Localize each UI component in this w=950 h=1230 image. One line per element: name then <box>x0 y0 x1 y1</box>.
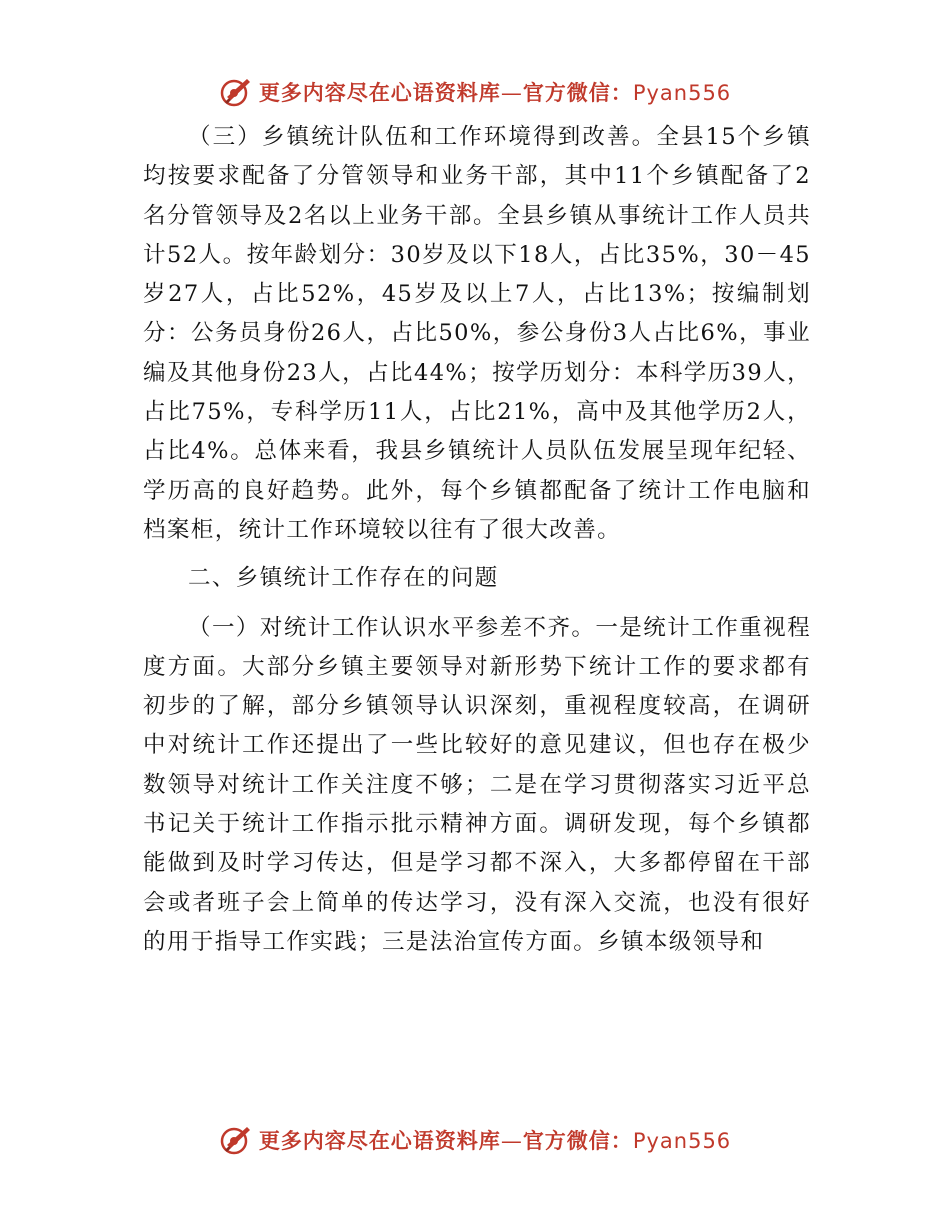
banner-tail-text: 官方微信： <box>522 81 633 105</box>
banner-wechat-id: Pyan556 <box>632 81 732 105</box>
paragraph-awareness-issues: （一）对统计工作认识水平参差不齐。一是统计工作重视程度方面。大部分乡镇主要领导对新形势下统计工作的要求都有初步的了解，部分乡镇领导认识深刻，重视程度较高，在调研中对统计工作还提出了一些比较好的意见建议，但也存在极少数领导对统计工作关注度不够；二是在学习贯彻落实习近平总书记关于统计工作指示批示精神方面。调研发现，每个乡镇都能做到及时学习传达，但是学习都不深入，大多都停留在干部会或者班子会上简单的传达学习，没有深入交流，也没有很好的用于指导工作实践；三是法治宣传方面。乡镇本级领导和 <box>143 614 811 955</box>
banner-wechat-id: Pyan556 <box>632 1129 732 1153</box>
header-watermark-banner <box>0 72 950 112</box>
banner-dash: — <box>500 1129 523 1153</box>
document-body <box>143 118 811 962</box>
paragraph-team-environment: （三）乡镇统计队伍和工作环境得到改善。全县15个乡镇均按要求配备了分管领导和业务干部，其中11个乡镇配备了2名分管领导及2名以上业务干部。全县乡镇从事统计工作人员共计52人。按年龄划分：30岁及以下18人，占比35%，30－45岁27人，占比52%，45岁及以上7人，占比13%；按编制划分：公务员身份26人，占比50%，参公身份3人占比6%，事业编及其他身份23人，占比44%；按学历划分：本科学历39人，占比75%，专科学历11人，占比21%，高中及其他学历2人，占比4%。总体来看，我县乡镇统计人员队伍发展呈现年纪轻、学历高的良好趋势。此外，每个乡镇都配备了统计工作电脑和档案柜，统计工作环境较以往有了很大改善。 <box>143 124 811 543</box>
banner-lead-text: 更多内容尽在心语资料库 <box>258 81 501 105</box>
banner-lead-text: 更多内容尽在心语资料库 <box>258 1129 501 1153</box>
quill-pen-logo-icon <box>219 75 253 109</box>
quill-pen-logo-icon <box>219 1123 253 1157</box>
banner-tail-text: 官方微信： <box>522 1129 633 1153</box>
header-watermark-text <box>259 77 731 107</box>
footer-watermark-banner <box>0 1120 950 1160</box>
section-heading-problems: 二、乡镇统计工作存在的问题 <box>188 565 499 592</box>
footer-watermark-text <box>259 1125 731 1155</box>
banner-dash: — <box>500 81 523 105</box>
